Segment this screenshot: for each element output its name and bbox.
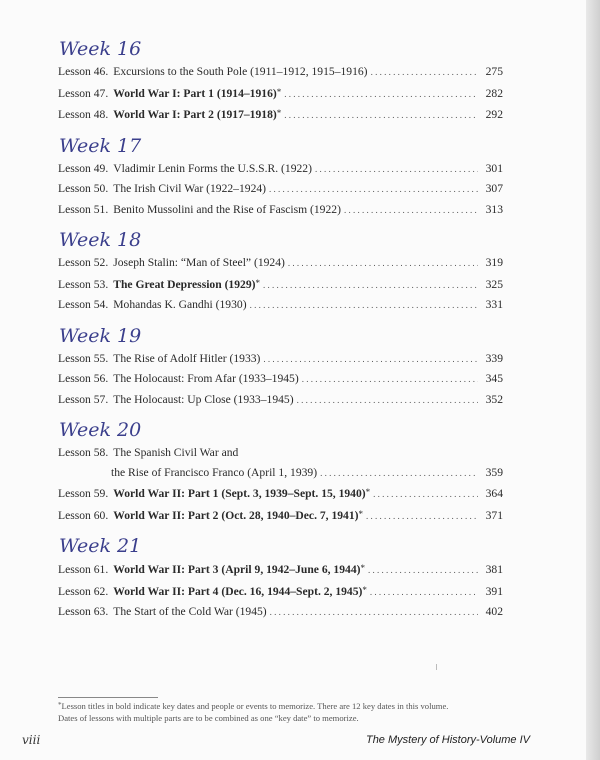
toc-entry — [58, 349, 503, 370]
lesson-page-number: 325 — [485, 277, 503, 291]
lesson-number: Lesson 53. — [58, 277, 109, 291]
lesson-title: World War II: Part 4 (Dec. 16, 1944–Sept. 2, 1945) — [113, 584, 363, 598]
week-heading: Week 21 — [59, 535, 142, 557]
lesson-title-wrap — [113, 602, 266, 622]
key-date-star: * — [276, 86, 282, 97]
dot-leader — [263, 349, 478, 370]
lesson-page-number: 359 — [485, 465, 503, 479]
lesson-number: Lesson 46. — [58, 65, 109, 78]
lesson-number: Lesson 47. — [58, 86, 109, 100]
footnote-rule — [58, 697, 158, 698]
toc-entry — [58, 581, 503, 603]
lesson-number: Lesson 58. — [58, 446, 109, 459]
lesson-title-wrap — [113, 369, 298, 389]
lesson-page-number: 319 — [485, 256, 503, 269]
dot-leader — [302, 369, 478, 390]
key-date-star: * — [255, 277, 260, 288]
lesson-title: The Start of the Cold War (1945) — [113, 605, 267, 618]
lesson-title: The Spanish Civil War and — [113, 446, 239, 459]
toc-entry — [58, 104, 503, 126]
lesson-title: World War II: Part 2 (Oct. 28, 1940–Dec. 7, 1941) — [113, 508, 359, 522]
dot-leader — [371, 62, 478, 83]
lesson-title-wrap — [113, 505, 363, 526]
dot-leader — [269, 179, 478, 200]
week-section — [58, 419, 503, 526]
lesson-page-number: 364 — [485, 487, 503, 500]
week-section — [58, 229, 503, 316]
lesson-title-wrap — [113, 274, 260, 295]
lesson-title: World War II: Part 3 (April 9, 1942–June 6, 1944) — [113, 563, 361, 576]
lesson-title-wrap — [113, 295, 246, 315]
lesson-title: World War II: Part 1 (Sept. 3, 1939–Sept. 15, 1940) — [113, 487, 366, 500]
toc-entry — [58, 200, 503, 221]
lesson-number: Lesson 51. — [58, 202, 109, 216]
footnote — [58, 700, 518, 724]
lesson-number: Lesson 60. — [58, 508, 109, 522]
week-section — [58, 535, 503, 623]
page-folio: viii — [22, 733, 41, 747]
week-heading: Week 19 — [59, 324, 142, 347]
dot-leader — [370, 582, 478, 603]
lesson-number: Lesson 57. — [58, 392, 109, 406]
lesson-title-wrap — [113, 581, 367, 602]
lesson-page-number: 371 — [485, 508, 503, 522]
lesson-number: Lesson 62. — [58, 584, 109, 598]
lesson-page-number: 275 — [485, 65, 503, 78]
lesson-page-number: 301 — [485, 161, 503, 175]
toc-entry — [58, 62, 503, 83]
lesson-title-wrap — [113, 559, 365, 580]
toc-entry — [58, 483, 503, 505]
week-heading: Week 17 — [59, 134, 142, 157]
lesson-title: World War I: Part 2 (1917–1918) — [113, 108, 277, 121]
dot-leader — [320, 463, 478, 484]
toc-entry — [58, 505, 503, 527]
lesson-number: Lesson 50. — [58, 182, 109, 195]
lesson-page-number: 345 — [485, 372, 503, 385]
lesson-number: Lesson 49. — [58, 161, 109, 175]
week-section — [58, 135, 503, 221]
lesson-page-number: 339 — [485, 351, 503, 365]
toc-entry — [58, 602, 503, 623]
dot-leader — [297, 390, 478, 411]
lesson-number: Lesson 55. — [58, 351, 109, 365]
toc-entry — [58, 443, 503, 463]
lesson-title-wrap — [113, 390, 293, 410]
lesson-title-wrap — [113, 349, 260, 369]
dot-leader — [366, 506, 478, 527]
lesson-title: The Holocaust: Up Close (1933–1945) — [113, 392, 294, 406]
lesson-title-wrap — [113, 159, 312, 179]
week-heading: Week 18 — [59, 229, 142, 251]
key-date-star: * — [362, 584, 367, 595]
lesson-number: Lesson 59. — [58, 487, 109, 500]
lesson-number: Lesson 52. — [58, 256, 109, 269]
lesson-title-wrap — [113, 62, 367, 82]
toc-entry — [58, 295, 503, 316]
footnote-star: * — [58, 701, 62, 709]
week-heading: Week 16 — [59, 38, 142, 60]
dot-leader — [288, 253, 478, 274]
lesson-page-number: 402 — [485, 605, 503, 618]
week-heading: Week 20 — [59, 419, 142, 441]
lesson-title: Mohandas K. Gandhi (1930) — [113, 298, 247, 311]
lesson-page-number: 352 — [485, 392, 503, 406]
lesson-title-wrap — [113, 104, 281, 125]
key-date-star: * — [360, 563, 365, 573]
lesson-title-wrap — [113, 179, 266, 199]
toc-entry — [58, 369, 503, 390]
footnote-line-1: *Lesson titles in bold indicate key dates and people or events to memorize. There are 12 key dates in this volume. — [58, 701, 449, 711]
lesson-title: The Holocaust: From Afar (1933–1945) — [113, 372, 299, 385]
dot-leader — [270, 602, 478, 623]
key-date-star: * — [358, 508, 364, 519]
lesson-page-number: 381 — [485, 563, 503, 576]
lesson-title: Benito Mussolini and the Rise of Fascism (1922) — [113, 202, 341, 216]
page-speck — [436, 664, 440, 670]
footnote-line-2: Dates of lessons with multiple parts are to be combined as one “key date” to memorize. — [58, 712, 359, 723]
toc-entry — [58, 83, 503, 105]
lesson-title: World War I: Part 1 (1914–1916) — [113, 86, 277, 100]
lesson-number: Lesson 56. — [58, 372, 109, 385]
lesson-page-number: 331 — [485, 298, 503, 311]
lesson-number: Lesson 63. — [58, 605, 109, 618]
dot-leader — [250, 295, 478, 316]
lesson-page-number: 282 — [485, 86, 503, 100]
dot-leader — [373, 484, 478, 505]
lesson-number: Lesson 61. — [58, 563, 109, 576]
lesson-page-number: 391 — [485, 584, 503, 598]
lesson-title-continued: the Rise of Francisco Franco (April 1, 1939) — [111, 465, 318, 479]
lesson-title: Excursions to the South Pole (1911–1912, 1915–1916) — [113, 65, 368, 78]
toc-entry — [58, 274, 503, 296]
lesson-title: The Great Depression (1929) — [113, 277, 256, 291]
lesson-page-number: 292 — [485, 108, 503, 121]
lesson-title-wrap — [113, 483, 370, 504]
dot-leader — [368, 560, 478, 581]
dot-leader — [284, 84, 478, 105]
running-title: The Mystery of History-Volume IV — [365, 734, 530, 746]
lesson-page-number: 313 — [485, 202, 503, 216]
lesson-number: Lesson 48. — [58, 108, 109, 121]
toc-entry — [58, 390, 503, 411]
dot-leader — [263, 275, 478, 296]
lesson-title-wrap — [113, 200, 341, 220]
toc-entry — [58, 559, 503, 581]
toc-entry — [58, 159, 503, 180]
lesson-title-wrap — [113, 83, 281, 104]
week-section — [58, 325, 503, 411]
toc-entry-continuation — [58, 463, 503, 484]
table-of-contents — [58, 38, 503, 632]
key-date-star: * — [276, 108, 282, 118]
dot-leader — [315, 159, 478, 180]
toc-entry — [58, 179, 503, 200]
lesson-number: Lesson 54. — [58, 298, 109, 311]
lesson-title: Vladimir Lenin Forms the U.S.S.R. (1922) — [113, 161, 312, 175]
lesson-title: The Irish Civil War (1922–1924) — [113, 182, 267, 195]
dot-leader — [284, 105, 478, 126]
lesson-title-wrap — [113, 253, 285, 273]
lesson-page-number: 307 — [485, 182, 503, 195]
toc-entry — [58, 253, 503, 274]
lesson-title: The Rise of Adolf Hitler (1933) — [113, 351, 261, 365]
scan-edge — [586, 0, 600, 760]
week-section — [58, 38, 503, 126]
key-date-star: * — [365, 487, 371, 497]
lesson-title: Joseph Stalin: “Man of Steel” (1924) — [113, 256, 285, 269]
dot-leader — [344, 200, 478, 221]
